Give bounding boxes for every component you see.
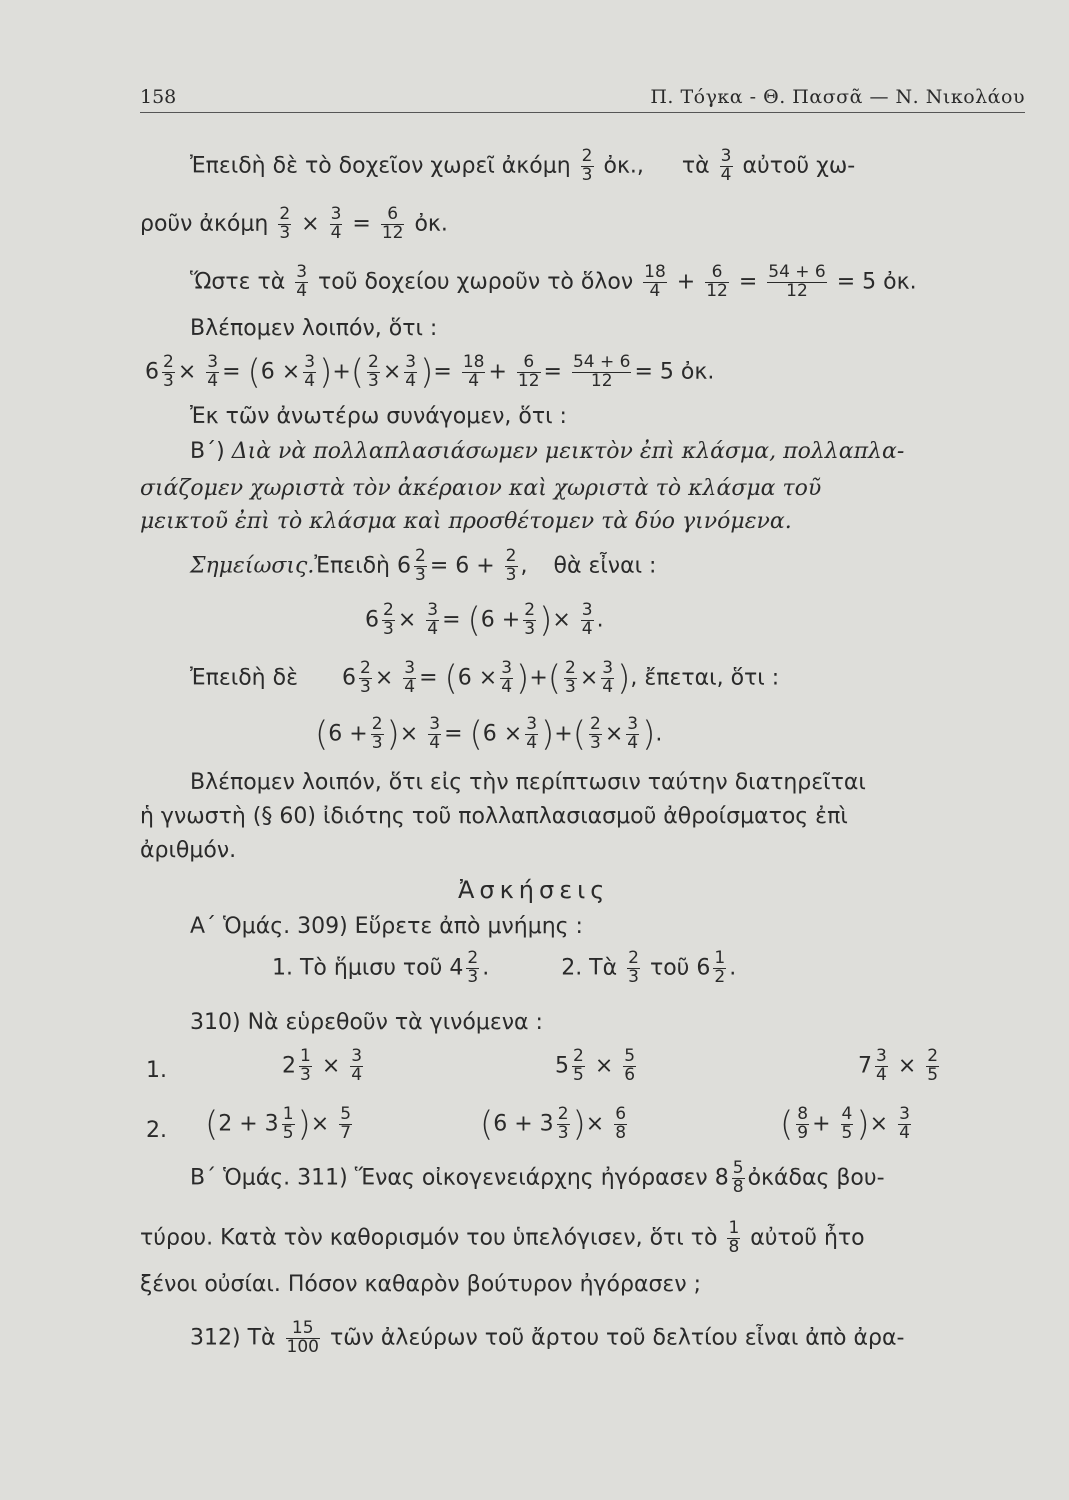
exercise-310-row-1-item-2: 5 $\frac{2}{5}$ × $\frac{5}{6}$: [555, 1046, 636, 1085]
exercise-310-row-2-item-3: ( $\frac{8}{9}$ + $\frac{4}{5}$ )× $\frac{3}{4}$: [780, 1104, 910, 1145]
exercise-310-heading: 310) Νὰ εὑρεθοῦν τὰ γινόμενα :: [190, 1010, 543, 1035]
page-number: 158: [140, 86, 177, 108]
fraction: $\frac{2}{3}$: [581, 146, 593, 185]
running-header-authors: Π. Τόγκα - Θ. Πασσᾶ — Ν. Νικολάου: [650, 86, 1025, 108]
exercise-310-row-1-item-1: 2 $\frac{1}{3}$ × $\frac{3}{4}$: [282, 1046, 363, 1085]
equation-2: 6 $\frac{2}{3}$ × $\frac{3}{4}$ = (6 + $\frac{2}{3}$ )× $\frac{3}{4}$ .: [365, 600, 604, 641]
text-line-15: ἡ γνωστὴ (§ 60) ἰδιότης τοῦ πολλαπλασιασμοῦ ἀθροίσματος ἐπὶ: [140, 804, 848, 829]
rule-line-2: σιάζομεν χωριστὰ τὸν ἀκέραιον καὶ χωριστὰ τὸ κλάσμα τοῦ: [140, 476, 822, 501]
group-a-heading: Α΄ Ὁμάς. 309) Εὕρετε ἀπὸ μνήμης :: [190, 914, 583, 939]
group-b-line-1: Β΄ Ὁμάς. 311) Ἕνας οἰκογενειάρχης ἠγόρασεν 8 $\frac{5}{8}$ ὀκάδας βου-: [190, 1158, 885, 1197]
note-line: Σημείωσις.Ἐπειδὴ 6 $\frac{2}{3}$ = 6 + $\frac{2}{3}$ , θὰ εἶναι :: [190, 546, 657, 585]
group-b-line-2: τύρου. Κατὰ τὸν καθορισμόν του ὑπελόγισεν, ὅτι τὸ $\frac{1}{8}$ αὐτοῦ ἦτο: [140, 1218, 865, 1257]
equation-3: Ἐπειδὴ δὲ 6 $\frac{2}{3}$ × $\frac{3}{4}$ = (6 × $\frac{3}{4}$ )+( $\frac{2}{3}$ × $\frac{3}{4}$ ), ἔπεται, ὅτι :: [190, 658, 780, 699]
text-line-14: Βλέπομεν λοιπόν, ὅτι εἰς τὴν περίπτωσιν ταύτην διατηρεῖται: [190, 770, 866, 795]
exercises-title: Ἀσκήσεις: [458, 876, 610, 904]
exercise-310-row-2-label: 2.: [146, 1118, 167, 1143]
exercise-310-row-2-item-2: (6 + 3 $\frac{2}{3}$ )× $\frac{6}{8}$: [480, 1104, 627, 1145]
exercise-310-row-1-label: 1.: [146, 1058, 167, 1083]
equation-4: (6 + $\frac{2}{3}$ )× $\frac{3}{4}$ = (6 × $\frac{3}{4}$ )+( $\frac{2}{3}$ × $\frac{3}{4}$ ).: [315, 714, 663, 755]
text-line-16: ἀριθμόν.: [140, 838, 237, 863]
text-line-6: Ἐκ τῶν ἀνωτέρω συνάγομεν, ὅτι :: [190, 404, 567, 429]
text-line-2: ροῦν ἀκόμη $\frac{2}{3}$ × $\frac{3}{4}$ = $\frac{6}{12}$ ὀκ.: [140, 204, 448, 243]
exercise-310-row-2-item-1: (2 + 3 $\frac{1}{5}$ )× $\frac{5}{7}$: [205, 1104, 352, 1145]
exercise-310-row-1-item-3: 7 $\frac{3}{4}$ × $\frac{2}{5}$: [858, 1046, 939, 1085]
rule-line-1: Β΄) Διὰ νὰ πολλαπλασιάσωμεν μεικτὸν ἐπὶ κλάσμα, πολλαπλα-: [190, 439, 905, 464]
text-line-3: Ὥστε τὰ $\frac{3}{4}$ τοῦ δοχείου χωροῦν τὸ ὅλον $\frac{18}{4}$ + $\frac{6}{12}$ = $\frac{54 + 6}{12}$ = 5 ὀκ.: [190, 262, 917, 301]
text-line-1: Ἐπειδὴ δὲ τὸ δοχεῖον χωρεῖ ἀκόμη $\frac{2}{3}$ ὀκ., τὰ $\frac{3}{4}$ αὐτοῦ χω-: [190, 146, 856, 185]
text-line-4: Βλέπομεν λοιπόν, ὅτι :: [190, 316, 438, 341]
exercise-309: 1. Τὸ ἥμισυ τοῦ 4 $\frac{2}{3}$ . 2. Τὰ $\frac{2}{3}$ τοῦ 6 $\frac{1}{2}$ .: [272, 948, 737, 987]
running-header: [140, 82, 1025, 113]
equation-1: 6 $\frac{2}{3}$ × $\frac{3}{4}$ = (6 × $\frac{3}{4}$ )+( $\frac{2}{3}$ × $\frac{3}{4}$ )= $\frac{18}{4}$ + $\frac{6}{12}$ = $\frac{54 + 6}{12}$ = 5 ὀκ.: [145, 352, 715, 393]
group-b-line-4: 312) Τὰ $\frac{15}{100}$ τῶν ἀλεύρων τοῦ ἄρτου τοῦ δελτίου εἶναι ἀπὸ ἀρα-: [190, 1318, 905, 1357]
group-b-line-3: ξένοι οὐσίαι. Πόσον καθαρὸν βούτυρον ἠγόρασεν ;: [140, 1272, 702, 1297]
rule-line-3: μεικτοῦ ἐπὶ τὸ κλάσμα καὶ προσθέτομεν τὰ δύο γινόμενα.: [140, 509, 792, 534]
